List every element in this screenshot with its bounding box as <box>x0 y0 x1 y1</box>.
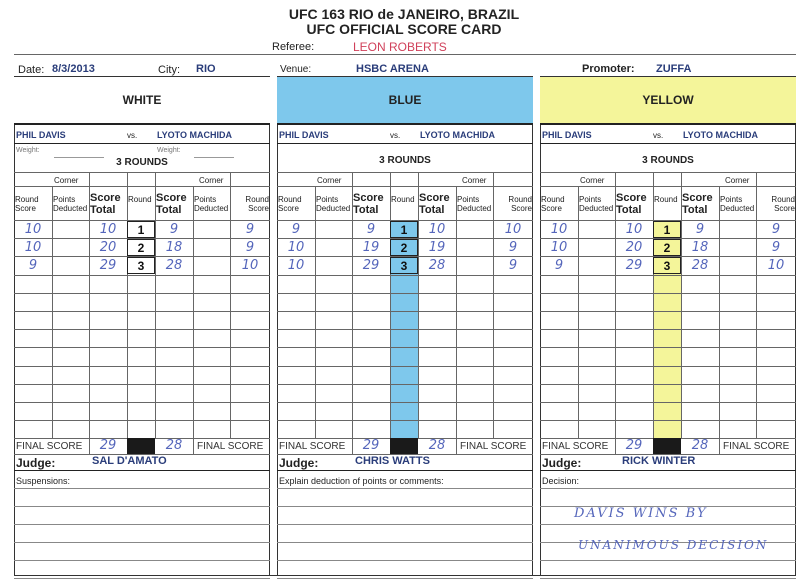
round-score-a: 10 <box>24 240 42 255</box>
vs-label: vs. <box>653 131 664 140</box>
final-score-a: 29 <box>362 438 380 454</box>
round-score-a: 9 <box>28 258 38 273</box>
col-header-text: Round <box>508 195 532 204</box>
final-score-divider <box>390 438 418 454</box>
corner-label-b: Corner <box>199 176 224 185</box>
score-total-b: 9 <box>169 222 179 237</box>
col-header-text: Points <box>720 195 743 204</box>
judge-name: CHRIS WATTS <box>355 455 430 468</box>
venue-label: Venue: <box>280 64 312 75</box>
col-header-text: Score <box>278 204 299 213</box>
score-total-b: 28 <box>428 258 446 273</box>
col-score-total-b <box>419 192 455 216</box>
date-label: Date: <box>18 64 45 76</box>
event-title: UFC 163 RIO de JANEIRO, BRAZIL <box>288 6 520 22</box>
col-score-total-a <box>353 192 389 216</box>
notes-label: Explain deduction of points or comments: <box>279 476 444 487</box>
corner-label-a: Corner <box>580 176 605 185</box>
col-round-score-b <box>231 195 269 213</box>
score-total-b: 10 <box>428 222 446 237</box>
col-header-text: Points <box>457 195 480 204</box>
col-points-deducted-b <box>457 195 492 213</box>
col-header-text: Round <box>391 195 415 204</box>
col-round-score-a <box>278 195 314 213</box>
col-round-score-b <box>494 195 532 213</box>
round-number: 3 <box>390 257 418 274</box>
col-header-text: Total <box>419 204 445 216</box>
round-number: 1 <box>127 221 155 238</box>
score-total-b: 18 <box>165 240 183 255</box>
corner-label-b: Corner <box>725 176 750 185</box>
final-score-label-b: FINAL SCORE <box>723 441 790 453</box>
fighter-a-name: PHIL DAVIS <box>542 130 592 140</box>
city-value: RIO <box>196 63 216 75</box>
final-score-label-b: FINAL SCORE <box>460 441 527 453</box>
round-score-a: 10 <box>287 258 305 273</box>
score-total-a: 20 <box>625 240 643 255</box>
fighter-b-name: LYOTO MACHIDA <box>420 130 496 140</box>
col-points-deducted-a <box>316 195 351 213</box>
col-header-text: Points <box>316 195 339 204</box>
fighter-a-name: PHIL DAVIS <box>279 130 329 140</box>
round-number: 1 <box>390 221 418 238</box>
fighter-b-name: LYOTO MACHIDA <box>157 130 233 140</box>
promoter-label: Promoter: <box>582 63 635 75</box>
col-header-text: Score <box>15 204 36 213</box>
referee-label: Referee: <box>272 41 315 53</box>
promoter-value: ZUFFA <box>656 63 692 75</box>
col-header-text: Deducted <box>579 204 614 213</box>
corner-color-name: BLUE <box>388 93 422 107</box>
rounds-label: 3 ROUNDS <box>379 155 431 166</box>
col-header-text: Score <box>90 192 121 204</box>
col-round-score-a <box>541 195 577 213</box>
col-header-text: Score <box>541 204 562 213</box>
col-header-text: Points <box>53 195 76 204</box>
col-header-text: Deducted <box>457 204 492 213</box>
col-header-text: Score <box>353 192 384 204</box>
round-score-b: 10 <box>241 258 259 273</box>
fighter-a-name: PHIL DAVIS <box>16 130 66 140</box>
score-total-a: 10 <box>625 222 643 237</box>
round-score-a: 10 <box>550 222 568 237</box>
city-label: City: <box>158 64 180 76</box>
final-score-divider <box>127 438 155 454</box>
vs-label: vs. <box>390 131 401 140</box>
round-score-b: 9 <box>245 240 255 255</box>
round-number: 3 <box>653 257 681 274</box>
final-score-b: 28 <box>428 438 446 454</box>
col-header-text: Total <box>90 204 116 216</box>
col-score-total-b <box>682 192 718 216</box>
round-score-b: 9 <box>771 240 781 255</box>
col-header-text: Round <box>245 195 269 204</box>
round-number: 2 <box>653 239 681 256</box>
final-score-b: 28 <box>165 438 183 454</box>
col-header-text: Round <box>654 195 678 204</box>
referee-name: LEON ROBERTS <box>353 40 447 54</box>
col-header-text: Score <box>248 204 269 213</box>
final-score-b: 28 <box>691 438 709 454</box>
col-header-text: Total <box>616 204 642 216</box>
col-points-deducted-b <box>720 195 755 213</box>
score-total-a: 29 <box>362 258 380 273</box>
judge-name: RICK WINTER <box>622 455 696 468</box>
score-total-a: 9 <box>366 222 376 237</box>
col-header-text: Round <box>541 195 565 204</box>
round-score-a: 10 <box>24 222 42 237</box>
col-header-text: Points <box>194 195 217 204</box>
weight-label-a: Weight: <box>16 147 40 154</box>
final-score-divider <box>653 438 681 454</box>
col-points-deducted-a <box>53 195 88 213</box>
round-number: 2 <box>127 239 155 256</box>
col-header-text: Deducted <box>53 204 88 213</box>
col-header-text: Deducted <box>194 204 229 213</box>
corner-label-a: Corner <box>54 176 79 185</box>
final-score-label-a: FINAL SCORE <box>16 441 83 453</box>
notes-label: Decision: <box>542 476 580 487</box>
col-header-text: Deducted <box>316 204 351 213</box>
round-number: 3 <box>127 257 155 274</box>
col-header-text: Total <box>682 204 708 216</box>
round-score-b: 9 <box>508 258 518 273</box>
judge-label: Judge: <box>279 456 319 471</box>
score-total-b: 18 <box>691 240 709 255</box>
col-header-text: Score <box>682 192 713 204</box>
round-number: 1 <box>653 221 681 238</box>
final-score-label-b: FINAL SCORE <box>197 441 264 453</box>
round-score-b: 10 <box>504 222 522 237</box>
col-header-text: Round <box>128 195 152 204</box>
score-total-a: 29 <box>625 258 643 273</box>
col-score-total-b <box>156 192 192 216</box>
corner-color-name: YELLOW <box>642 93 694 107</box>
final-score-a: 29 <box>99 438 117 454</box>
round-score-a: 9 <box>554 258 564 273</box>
col-header-text: Round <box>15 195 39 204</box>
decision-handwriting-line1: DAVIS WINS BY <box>574 506 708 522</box>
col-header-text: Score <box>616 192 647 204</box>
weight-label-b: Weight: <box>157 147 181 154</box>
col-points-deducted-b <box>194 195 229 213</box>
col-points-deducted-a <box>579 195 614 213</box>
col-header-text: Score <box>156 192 187 204</box>
col-header-text: Score <box>511 204 532 213</box>
col-header-text: Deducted <box>720 204 755 213</box>
decision-handwriting-line2: UNANIMOUS DECISION <box>578 538 769 553</box>
col-header-text: Total <box>353 204 379 216</box>
col-round <box>654 195 680 204</box>
col-header-text: Points <box>579 195 602 204</box>
round-score-a: 9 <box>291 222 301 237</box>
date-value: 8/3/2013 <box>52 63 95 75</box>
notes-label: Suspensions: <box>16 476 71 487</box>
col-header-text: Score <box>419 192 450 204</box>
corner-color-name: WHITE <box>122 93 162 107</box>
col-header-text: Score <box>774 204 795 213</box>
score-total-a: 10 <box>99 222 117 237</box>
final-score-a: 29 <box>625 438 643 454</box>
card-title: UFC OFFICIAL SCORE CARD <box>306 21 502 37</box>
venue-value: HSBC ARENA <box>356 63 429 75</box>
round-score-b: 9 <box>508 240 518 255</box>
score-total-b: 28 <box>691 258 709 273</box>
col-score-total-a <box>616 192 652 216</box>
col-header-text: Round <box>278 195 302 204</box>
round-number: 2 <box>390 239 418 256</box>
vs-label: vs. <box>127 131 138 140</box>
round-score-a: 10 <box>287 240 305 255</box>
score-total-b: 28 <box>165 258 183 273</box>
final-score-label-a: FINAL SCORE <box>542 441 609 453</box>
rounds-label: 3 ROUNDS <box>642 155 694 166</box>
col-round <box>391 195 417 204</box>
corner-label-b: Corner <box>462 176 487 185</box>
round-score-b: 9 <box>771 222 781 237</box>
score-total-b: 19 <box>428 240 446 255</box>
round-score-b: 9 <box>245 222 255 237</box>
corner-label-a: Corner <box>317 176 342 185</box>
score-total-a: 19 <box>362 240 380 255</box>
score-total-a: 20 <box>99 240 117 255</box>
round-score-b: 10 <box>767 258 785 273</box>
judge-label: Judge: <box>16 456 56 471</box>
col-round-score-a <box>15 195 51 213</box>
col-round <box>128 195 154 204</box>
judge-name: SAL D'AMATO <box>92 455 167 468</box>
judge-label: Judge: <box>542 456 582 471</box>
col-header-text: Round <box>771 195 795 204</box>
final-score-label-a: FINAL SCORE <box>279 441 346 453</box>
score-total-b: 9 <box>695 222 705 237</box>
rounds-label: 3 ROUNDS <box>116 157 168 168</box>
col-header-text: Total <box>156 204 182 216</box>
col-round-score-b <box>757 195 795 213</box>
round-score-a: 10 <box>550 240 568 255</box>
score-total-a: 29 <box>99 258 117 273</box>
fighter-b-name: LYOTO MACHIDA <box>683 130 759 140</box>
col-score-total-a <box>90 192 126 216</box>
